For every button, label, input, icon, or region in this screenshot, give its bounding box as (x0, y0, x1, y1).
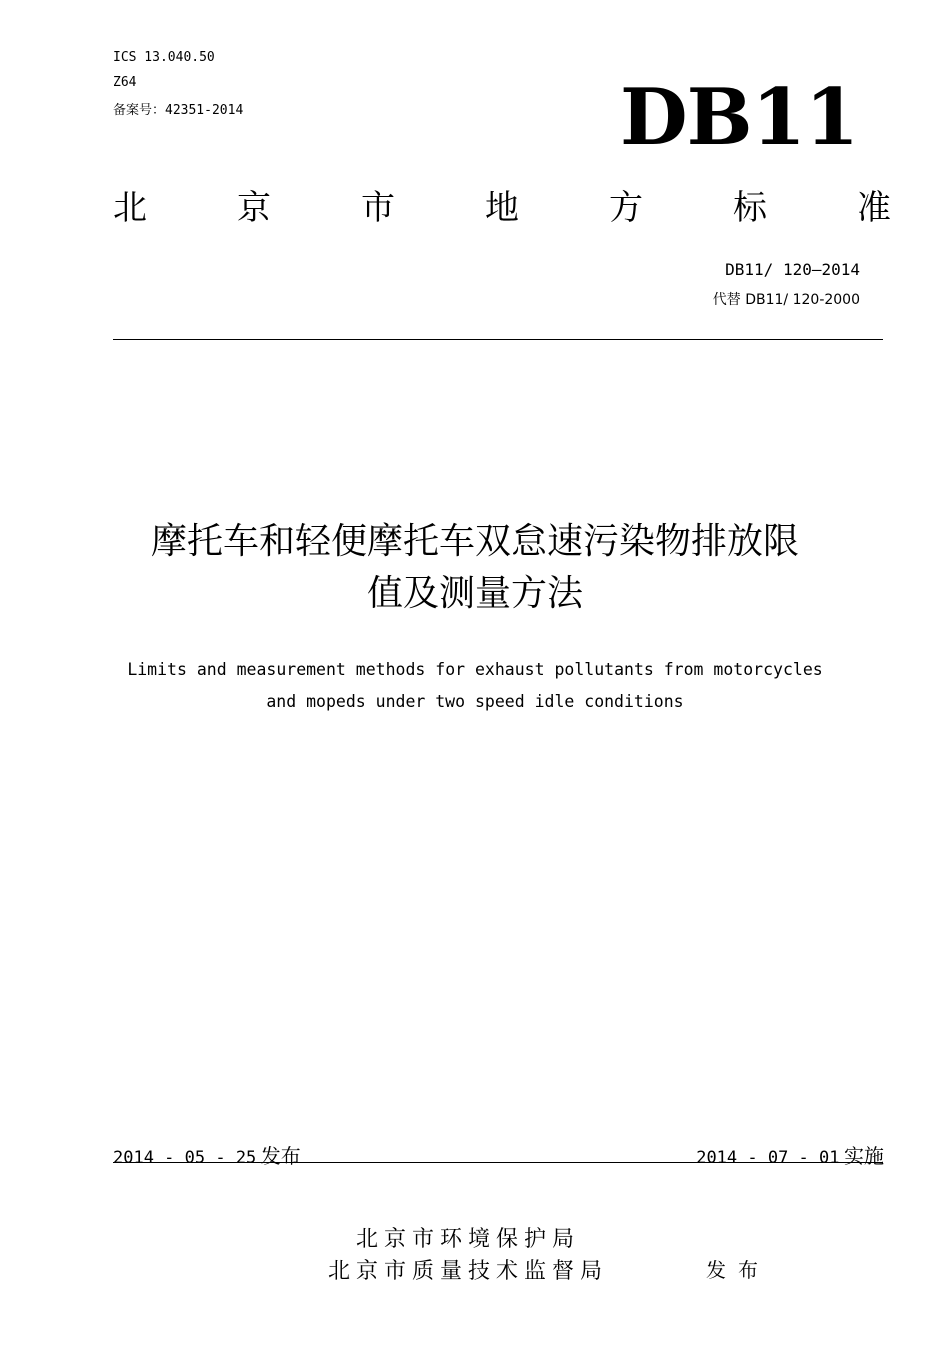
issue-label: 发布 (706, 1258, 770, 1282)
title-char: 准 (857, 188, 891, 228)
db11-logo: DB11 (620, 72, 859, 163)
classification-code: Z64 (113, 75, 137, 90)
publish-date: 2014 - 05 - 25 (113, 1148, 257, 1168)
title-char: 标 (733, 188, 767, 228)
publish-label: 发布 (260, 1144, 301, 1168)
document-title-line: 摩托车和轻便摩托车双怠速污染物排放限 (150, 521, 799, 562)
ics-code: ICS 13.040.50 (113, 50, 215, 65)
effective-date-block (696, 1140, 884, 1169)
title-char: 方 (609, 188, 643, 228)
standard-code: DB11/ 120—2014 (725, 260, 860, 279)
document-title-english (60, 654, 890, 718)
effective-label: 实施 (844, 1144, 884, 1168)
title-char: 京 (237, 188, 271, 228)
issuer-quality-bureau: 北京市质量技术监督局 (328, 1259, 609, 1284)
replaces-standard: 代替 DB11/ 120-2000 (712, 292, 860, 308)
bottom-divider (113, 1162, 883, 1163)
document-title-en-line: Limits and measurement methods for exhaust pollutants from motorcycles (127, 660, 823, 679)
effective-date: 2014 - 07 - 01 (696, 1148, 840, 1168)
issuer-environmental-bureau: 北京市环境保护局 (356, 1227, 581, 1252)
document-title-en-line: and mopeds under two speed idle conditions (266, 692, 684, 711)
document-title (60, 516, 890, 620)
standard-category-title (113, 186, 891, 230)
publish-date-block (113, 1140, 301, 1169)
title-char: 北 (113, 188, 147, 228)
title-char: 地 (485, 188, 519, 228)
top-divider (113, 339, 883, 340)
record-number: 备案号：42351-2014 (113, 103, 244, 118)
title-char: 市 (361, 188, 395, 228)
document-title-line: 值及测量方法 (366, 573, 583, 614)
